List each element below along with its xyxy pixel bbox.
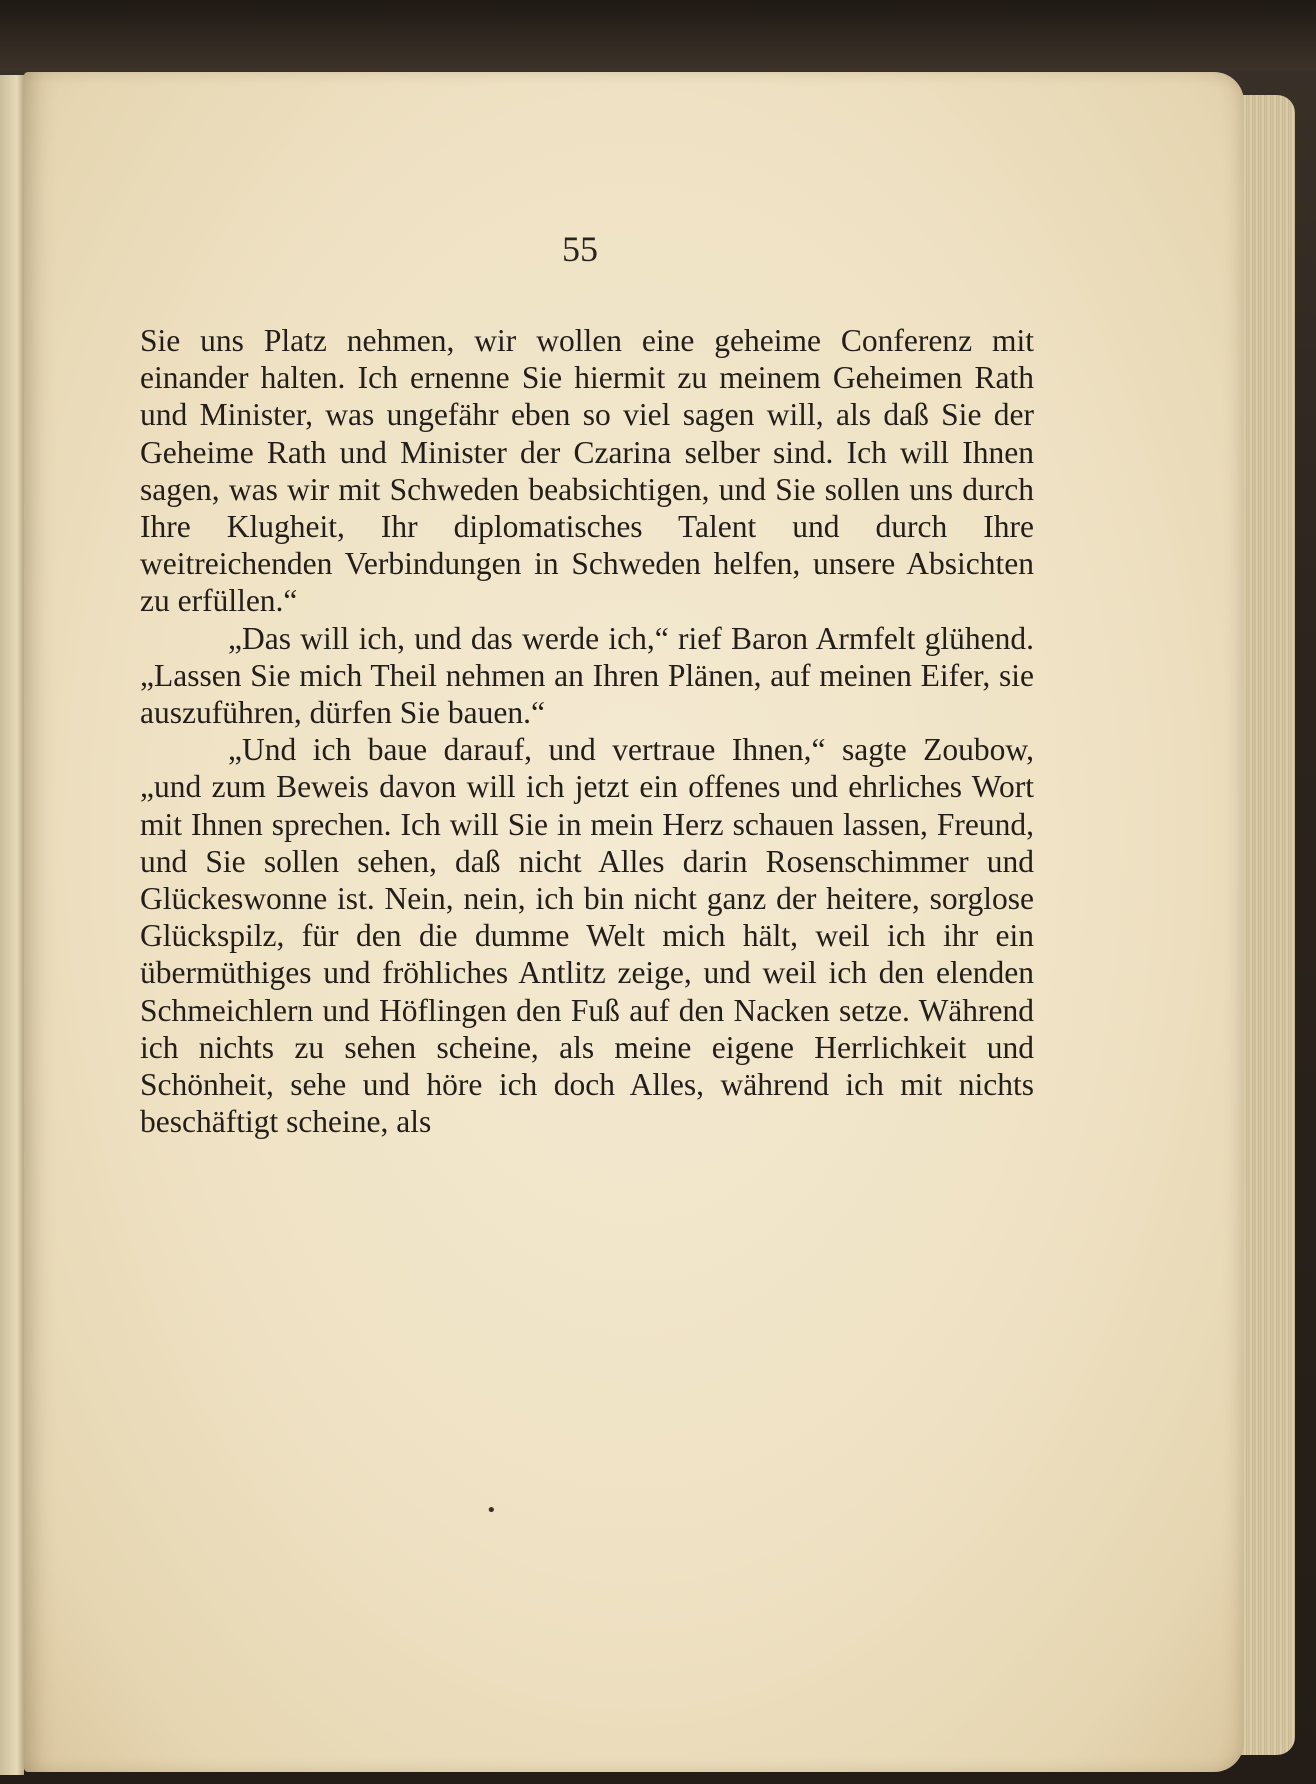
book-cover-top-edge <box>0 0 1316 70</box>
previous-page-edge <box>0 75 24 1775</box>
paragraph-3: „Und ich baue darauf, und vertraue Ihnen,“ sagte Zoubow, „und zum Beweis davon will ich jetzt ein offenes und ehrliches Wort mit Ihnen sprechen. Ich will Sie in mein Herz schauen lassen, Freund, und Sie sollen sehen, daß nicht Alles darin Rosenschimmer und Glückeswonne ist. Nein, nein, ich bin nicht ganz der heitere, sorglose Glückspilz, für den die dumme Welt mich hält, weil ich ihr ein übermüthiges und fröhliches Antlitz zeige, und weil ich den elenden Schmeichlern und Höflingen den Fuß auf den Nacken setze. Während ich nichts zu sehen scheine, als meine eigene Herrlichkeit und Schönheit, sehe und höre ich doch Alles, während ich mit nichts beschäftigt scheine, als <box>140 732 1034 1140</box>
page-stack-edge <box>1235 95 1295 1755</box>
paragraph-1: Sie uns Platz nehmen, wir wollen eine geheime Conferenz mit einander halten. Ich ernenne Sie hiermit zu meinem Geheimen Rath und Minister, was ungefähr eben so viel sagen will, als daß Sie der Geheime Rath und Minister der Czarina selber sind. Ich will Ihnen sagen, was wir mit Schweden beabsichtigen, und Sie sollen uns durch Ihre Klugheit, Ihr diplomatisches Talent und durch Ihre weitreichenden Verbindungen in Schweden helfen, unsere Absichten zu erfüllen.“ <box>140 323 1034 619</box>
paragraph-2: „Das will ich, und das werde ich,“ rief Baron Armfelt glühend. „Lassen Sie mich Theil nehmen an Ihren Plänen, auf meinen Eifer, sie auszuführen, dürfen Sie bauen.“ <box>140 620 1034 731</box>
body-text <box>140 322 1034 1140</box>
ink-speck: • <box>486 1500 497 1521</box>
page-number: 55 <box>562 229 598 269</box>
